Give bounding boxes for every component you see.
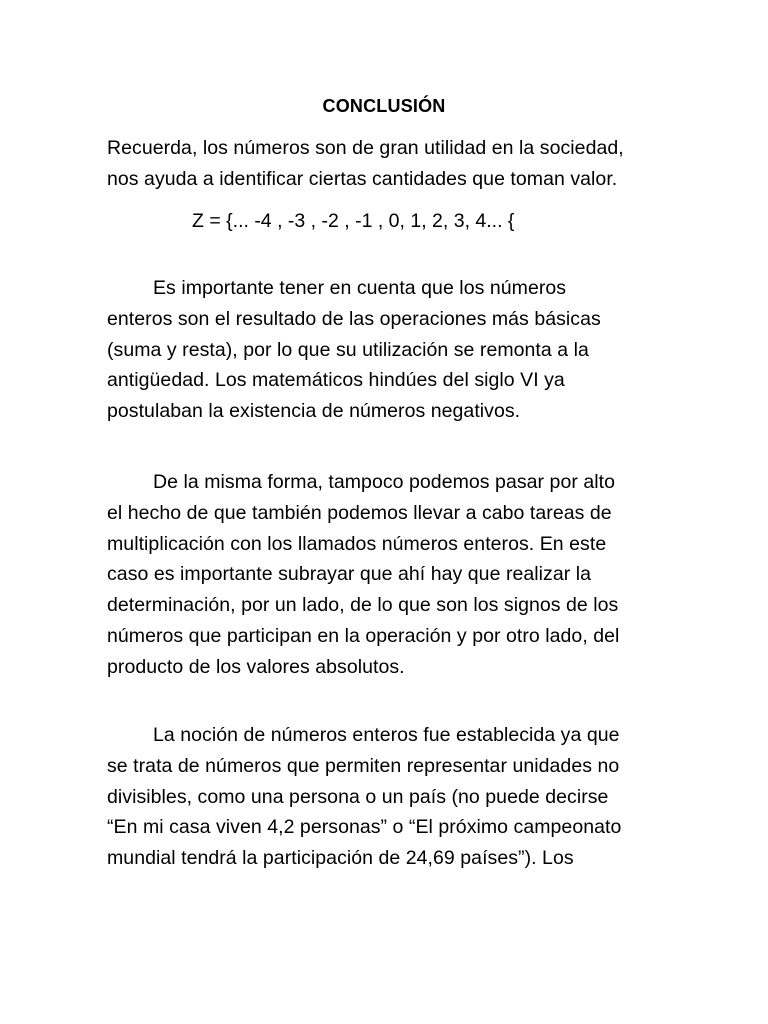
paragraph-line: producto de los valores absolutos.: [107, 655, 405, 678]
intro-line: Recuerda, los números son de gran utilidad en la sociedad,: [107, 137, 624, 159]
intro-paragraph: [107, 133, 667, 195]
paragraph-line: caso es importante subrayar que ahí hay que realizar la: [107, 563, 592, 586]
paragraph-line: La noción de números enteros fue establecida ya que: [153, 724, 620, 746]
paragraph-line: De la misma forma, tampoco podemos pasar por alto: [153, 471, 615, 493]
paragraph-line: Es importante tener en cuenta que los números: [153, 277, 567, 299]
paragraph-line: postulaban la existencia de números negativos.: [107, 400, 521, 423]
paragraph-line: el hecho de que también podemos llevar a cabo tareas de: [107, 501, 612, 524]
paragraph-2: [107, 467, 667, 683]
paragraph-line: divisibles, como una persona o un país (no puede decirse: [107, 785, 609, 808]
paragraph-3: [107, 720, 667, 874]
paragraph-line: números que participan en la operación y por otro lado, del: [107, 624, 620, 647]
paragraph-line: multiplicación con los llamados números enteros. En este: [107, 532, 607, 555]
paragraph-line: “En mi casa viven 4,2 personas” o “El próximo campeonato: [107, 816, 622, 839]
paragraph-line: (suma y resta), por lo que su utilización se remonta a la: [107, 338, 589, 361]
paragraph-1: [107, 273, 667, 427]
paragraph-line: mundial tendrá la participación de 24,69 países”). Los: [107, 847, 574, 870]
paragraph-line: se trata de números que permiten representar unidades no: [107, 754, 620, 777]
paragraph-line: enteros son el resultado de las operaciones más básicas: [107, 307, 601, 330]
intro-line: nos ayuda a identificar ciertas cantidades que toman valor.: [107, 167, 618, 190]
integer-set-notation: Z = {... -4 , -3 , -2 , -1 , 0, 1, 2, 3, 4... {: [192, 210, 515, 232]
paragraph-line: determinación, por un lado, de lo que son los signos de los: [107, 594, 619, 617]
page-title: CONCLUSIÓN: [322, 96, 446, 116]
paragraph-line: antigüedad. Los matemáticos hindúes del siglo VI ya: [107, 369, 565, 392]
